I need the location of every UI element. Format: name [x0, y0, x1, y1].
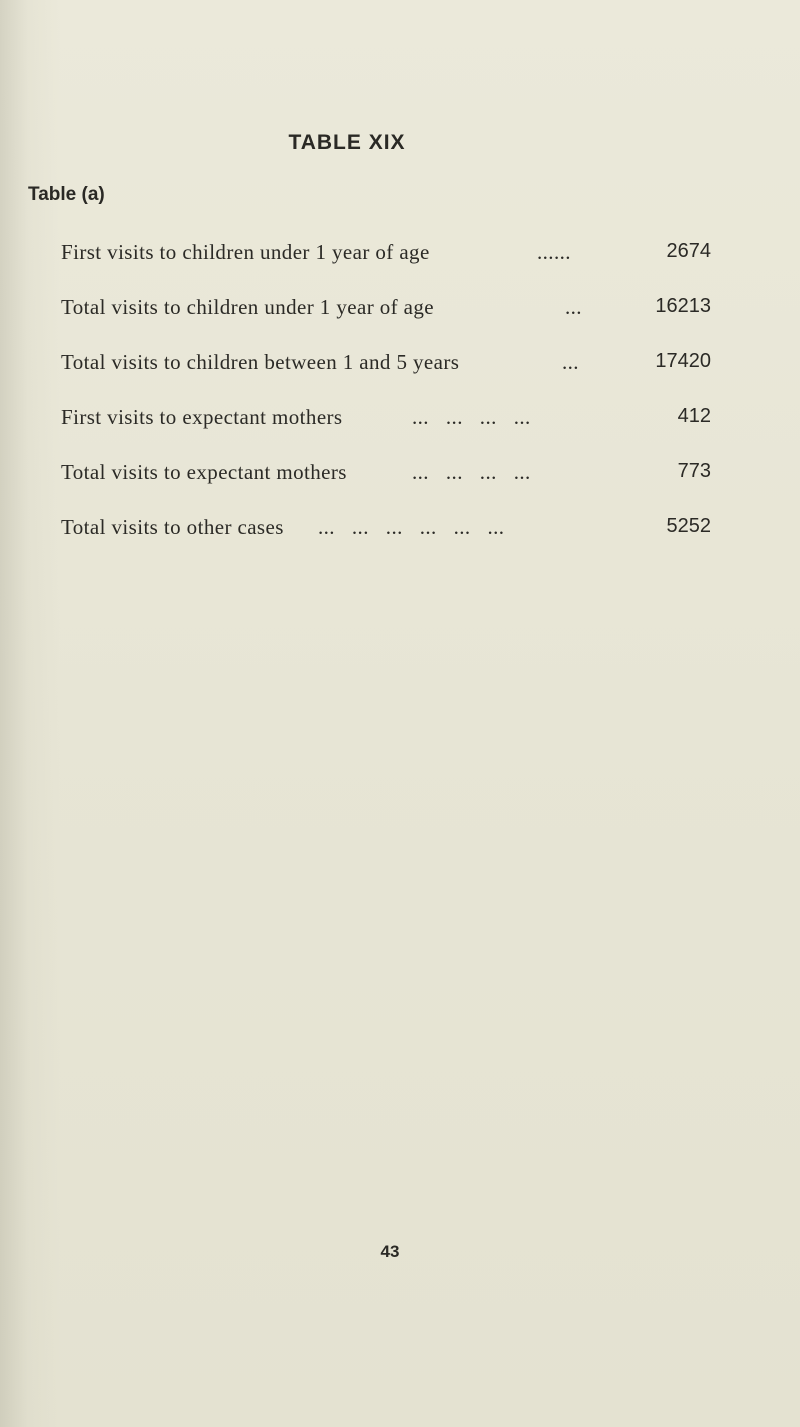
table-subheading: Table (a) — [28, 184, 105, 205]
row-leader: ... ... ... ... — [412, 460, 531, 484]
row-label: Total visits to children under 1 year of age — [61, 295, 435, 319]
row-value: 412 — [677, 405, 711, 427]
row-label: First visits to children under 1 year of age — [61, 240, 430, 264]
row-label: Total visits to other cases — [61, 515, 284, 539]
row-value: 2674 — [666, 240, 711, 262]
row-value: 16213 — [655, 295, 711, 317]
row-label: Total visits to children between 1 and 5 years — [61, 350, 460, 374]
row-leader: ... — [565, 295, 582, 319]
row-value: 5252 — [666, 515, 711, 537]
row-label: Total visits to expectant mothers — [61, 460, 347, 484]
table-row — [61, 295, 711, 325]
table-row — [61, 515, 711, 545]
table-row — [61, 350, 711, 380]
row-leader: ... ... ... ... — [412, 405, 531, 429]
row-value: 17420 — [655, 350, 711, 372]
row-label: First visits to expectant mothers — [61, 405, 343, 429]
row-leader: ... — [562, 350, 579, 374]
table-heading: TABLE XIX — [288, 131, 406, 154]
page-number: 43 — [380, 1242, 400, 1261]
row-leader: ... ... ... ... ... ... — [318, 515, 505, 539]
table-row — [61, 405, 711, 435]
row-leader: ...... — [537, 240, 571, 264]
table-row — [61, 240, 711, 270]
table-row — [61, 460, 711, 490]
row-value: 773 — [677, 460, 711, 482]
